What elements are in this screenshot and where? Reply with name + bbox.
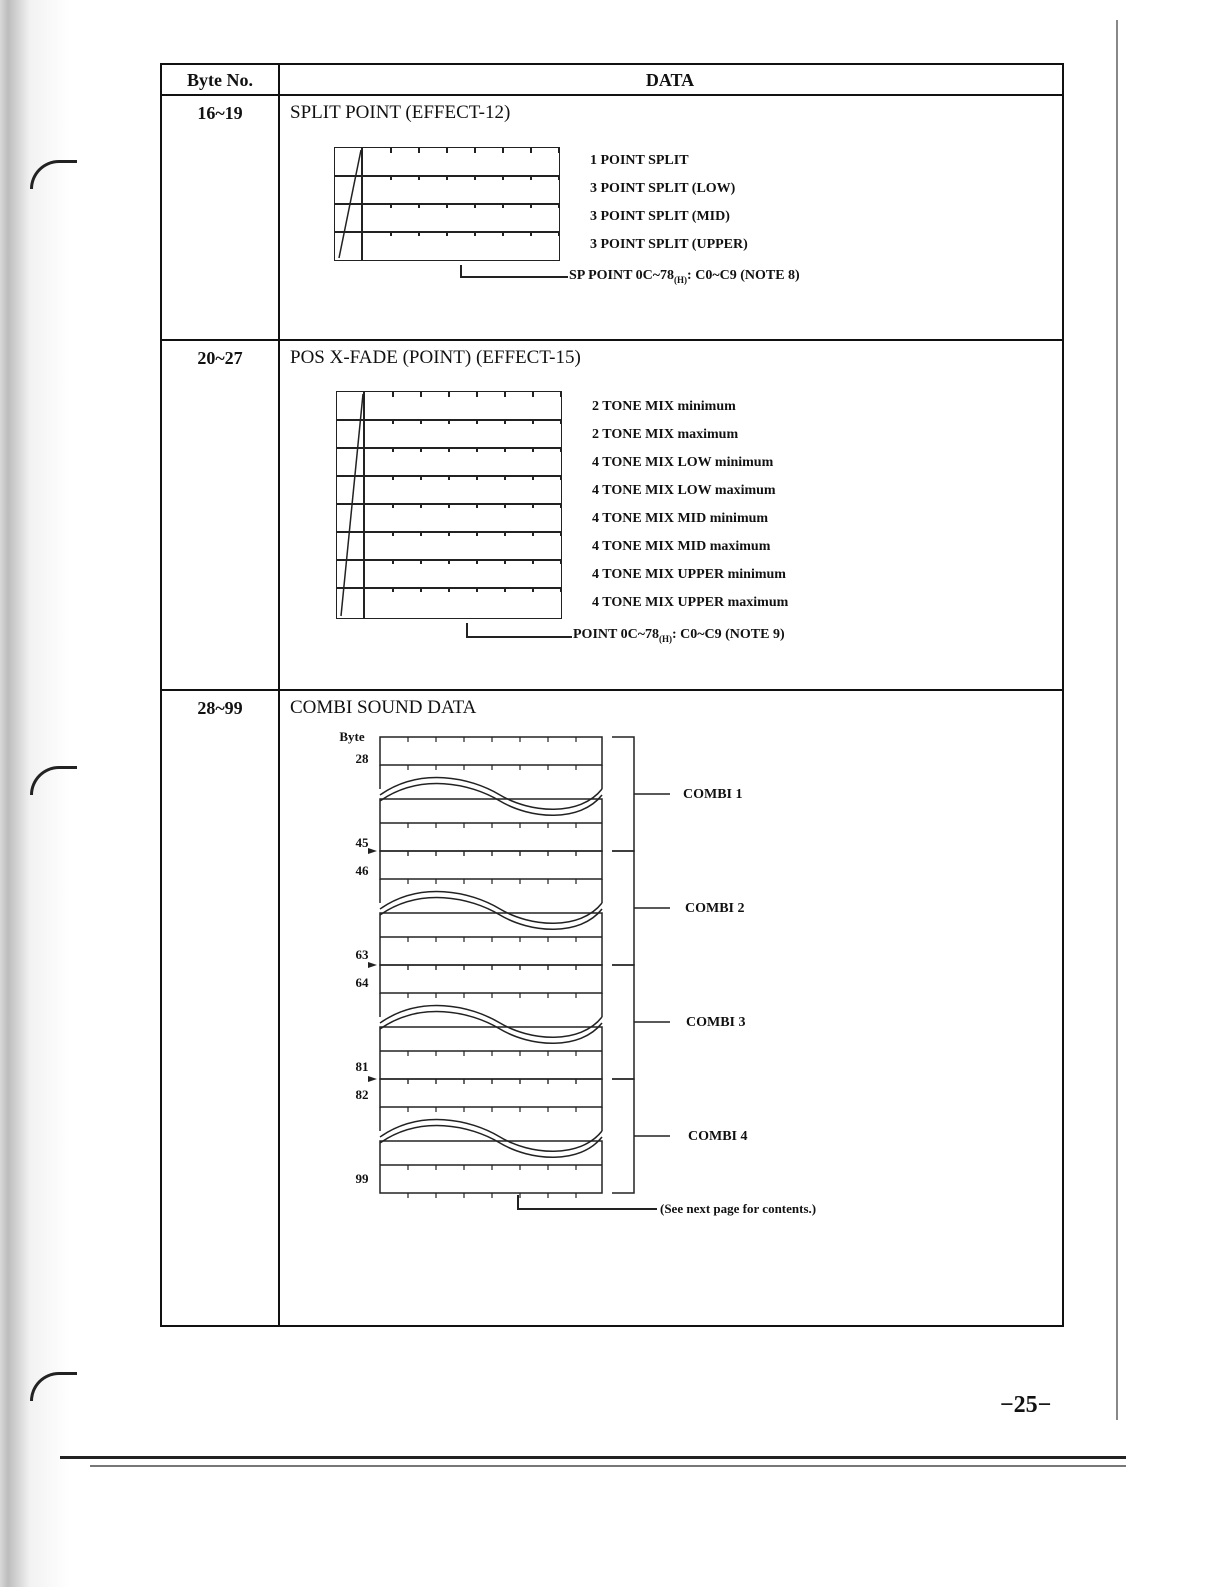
split-row-label: 3 POINT SPLIT (LOW)	[590, 181, 736, 196]
grid-tick	[476, 503, 478, 508]
section-title-combi-sound-data: COMBI SOUND DATA	[290, 697, 477, 718]
byte-number: 63	[355, 947, 369, 962]
split-row-label: 3 POINT SPLIT (MID)	[590, 209, 730, 224]
header-divider	[162, 94, 1062, 96]
grid-tick	[532, 531, 534, 536]
grid-tick	[504, 447, 506, 452]
grid-tick	[448, 447, 450, 452]
grid-tick	[392, 503, 394, 508]
byte-range-20-27: 20~27	[197, 348, 243, 368]
x-fade-row-label: 2 TONE MIX minimum	[592, 399, 736, 414]
combi-block	[380, 965, 602, 993]
x-fade-byte-grid	[336, 391, 562, 619]
grid-tick	[532, 392, 534, 397]
bracket-line	[460, 276, 568, 278]
grid-tick	[476, 559, 478, 564]
grid-tick	[474, 231, 476, 236]
grid-tick	[476, 447, 478, 452]
grid-tick	[558, 148, 560, 153]
page-number: −25−	[1000, 1392, 1052, 1418]
grid-tick	[532, 419, 534, 424]
x-fade-row-label: 4 TONE MIX MID minimum	[592, 511, 769, 526]
byte-number: 45	[355, 835, 369, 850]
combi-block	[380, 913, 602, 965]
grid-tick	[448, 587, 450, 592]
byte-number: 46	[355, 863, 369, 878]
x-fade-row-label: 4 TONE MIX LOW minimum	[592, 455, 774, 470]
page-edge	[1116, 20, 1118, 1420]
page-bottom-edge	[60, 1456, 1126, 1459]
section-title-split-point: SPLIT POINT (EFFECT-12)	[290, 102, 511, 123]
grid-tick	[532, 503, 534, 508]
grid-tick	[558, 175, 560, 180]
combi-label: COMBI 4	[688, 1129, 748, 1144]
byte-number: 28	[355, 751, 369, 766]
row-divider	[162, 339, 1062, 341]
grid-tick	[392, 531, 394, 536]
grid-tick	[502, 203, 504, 208]
grid-tick	[560, 392, 562, 397]
page-bottom-edge	[90, 1465, 1126, 1467]
combi-bracket	[612, 1079, 634, 1193]
byte-axis-label: Byte	[339, 729, 365, 744]
grid-tick	[530, 148, 532, 153]
grid-tick	[420, 559, 422, 564]
byte-number: 81	[355, 1059, 369, 1074]
bracket-line	[517, 1195, 519, 1209]
grid-tick	[392, 419, 394, 424]
grid-tick	[448, 419, 450, 424]
byte-column-header: Byte No.	[187, 70, 253, 90]
row-divider	[162, 689, 1062, 691]
split-point-byte-grid	[334, 147, 560, 261]
grid-tick	[420, 531, 422, 536]
grid-tick	[476, 587, 478, 592]
grid-tick	[418, 148, 420, 153]
grid-tick	[502, 231, 504, 236]
grid-tick	[392, 559, 394, 564]
x-fade-row-label: 4 TONE MIX UPPER maximum	[592, 595, 789, 610]
grid-tick	[504, 503, 506, 508]
grid-tick	[446, 175, 448, 180]
grid-tick	[504, 559, 506, 564]
grid-tick	[448, 559, 450, 564]
x-fade-row-label: 4 TONE MIX MID maximum	[592, 539, 771, 554]
grid-tick	[560, 503, 562, 508]
data-table	[160, 63, 1064, 1327]
grid-tick	[560, 475, 562, 480]
grid-tick	[502, 175, 504, 180]
byte-range-16-19: 16~19	[197, 103, 243, 123]
grid-tick	[560, 531, 562, 536]
grid-tick	[420, 419, 422, 424]
split-row-label: 3 POINT SPLIT (UPPER)	[590, 237, 748, 252]
grid-tick	[390, 231, 392, 236]
bracket-line	[466, 623, 468, 637]
grid-tick	[448, 392, 450, 397]
grid-tick	[390, 203, 392, 208]
grid-tick	[504, 531, 506, 536]
byte-number: 82	[355, 1087, 369, 1102]
grid-tick	[532, 559, 534, 564]
byte-number: 64	[355, 975, 369, 990]
grid-tick	[560, 587, 562, 592]
grid-tick	[530, 231, 532, 236]
grid-tick	[392, 392, 394, 397]
grid-tick	[502, 148, 504, 153]
grid-tick	[476, 419, 478, 424]
combi-block	[380, 737, 602, 765]
byte-number: 99	[355, 1171, 369, 1186]
bracket-line	[517, 1208, 657, 1210]
grid-tick	[390, 148, 392, 153]
grid-tick	[420, 503, 422, 508]
combi-block	[380, 1079, 602, 1107]
sp-point-note: SP POINT $0C\sim 78_{(H)}$: C0~C9 (NOTE 8)	[569, 268, 800, 285]
grid-tick	[390, 175, 392, 180]
grid-tick	[446, 148, 448, 153]
combi-block	[380, 1141, 602, 1193]
grid-tick	[446, 231, 448, 236]
grid-tick	[448, 475, 450, 480]
combi-block	[380, 1027, 602, 1079]
grid-tick	[560, 419, 562, 424]
combi-label: COMBI 3	[686, 1015, 746, 1030]
break-wave	[380, 1120, 602, 1152]
grid-tick	[420, 447, 422, 452]
combi-block	[380, 851, 602, 879]
grid-tick	[532, 475, 534, 480]
grid-tick	[420, 587, 422, 592]
x-fade-point-note: POINT $0C\sim 78_{(H)}$: C0~C9 (NOTE 9)	[573, 627, 785, 644]
grid-tick	[560, 559, 562, 564]
grid-tick	[392, 475, 394, 480]
grid-tick	[532, 587, 534, 592]
grid-tick	[504, 392, 506, 397]
data-column-header: DATA	[645, 70, 695, 90]
break-wave	[380, 1006, 602, 1038]
grid-tick	[448, 531, 450, 536]
section-title-pos-x-fade: POS X-FADE (POINT) (EFFECT-15)	[290, 347, 581, 368]
grid-tick	[558, 203, 560, 208]
grid-tick	[530, 175, 532, 180]
grid-tick	[476, 475, 478, 480]
x-fade-row-label: 4 TONE MIX LOW maximum	[592, 483, 776, 498]
grid-tick	[420, 475, 422, 480]
combi-bracket	[612, 851, 634, 965]
break-wave	[380, 892, 602, 924]
grid-tick	[392, 447, 394, 452]
bracket-line	[466, 636, 572, 638]
combi-label: COMBI 1	[683, 787, 743, 802]
grid-tick	[446, 203, 448, 208]
grid-tick	[476, 531, 478, 536]
combi-label: COMBI 2	[685, 901, 745, 916]
x-fade-row-label: 2 TONE MIX maximum	[592, 427, 739, 442]
grid-tick	[448, 503, 450, 508]
combi-bracket	[612, 965, 634, 1079]
grid-tick	[418, 175, 420, 180]
grid-tick	[504, 587, 506, 592]
grid-tick	[560, 447, 562, 452]
grid-tick	[392, 587, 394, 592]
split-row-label: 1 POINT SPLIT	[590, 153, 689, 168]
byte-range-28-99: 28~99	[197, 698, 243, 718]
break-wave	[380, 778, 602, 810]
combi-bracket	[612, 737, 634, 851]
grid-tick	[420, 392, 422, 397]
grid-tick	[476, 392, 478, 397]
grid-tick	[558, 231, 560, 236]
grid-tick	[474, 148, 476, 153]
grid-tick	[418, 203, 420, 208]
grid-tick	[474, 203, 476, 208]
combi-block	[380, 799, 602, 851]
grid-tick	[418, 231, 420, 236]
grid-tick	[532, 447, 534, 452]
grid-tick	[530, 203, 532, 208]
grid-tick	[474, 175, 476, 180]
grid-tick	[504, 419, 506, 424]
see-next-page-note: (See next page for contents.)	[660, 1201, 817, 1216]
grid-tick	[504, 475, 506, 480]
x-fade-row-label: 4 TONE MIX UPPER minimum	[592, 567, 786, 582]
column-divider	[278, 65, 280, 1325]
